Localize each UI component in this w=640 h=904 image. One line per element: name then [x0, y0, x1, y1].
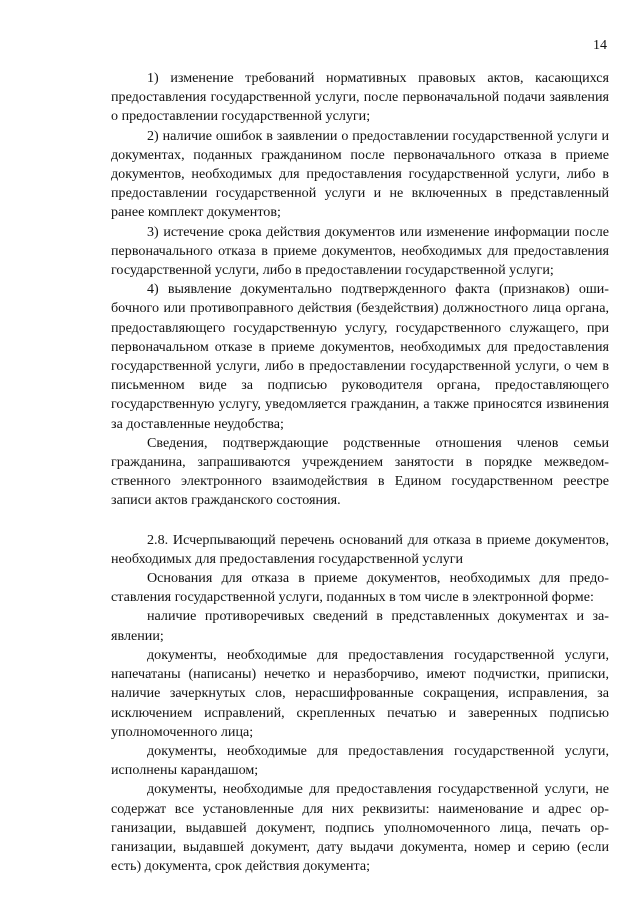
- paragraph-refusal-contradictions: наличие противоречивых сведений в представленных документах и заявлении;: [111, 608, 609, 644]
- paragraph-refusal-grounds-intro: Основания для отказа в приеме документов, необходимых для предоставления государственной услуги, поданных в том числе в электронной форме:: [111, 570, 609, 606]
- paragraph-refusal-pencil: документы, необходимые для предоставления государственной услуги, исполнены карандашом;: [111, 742, 609, 779]
- document-body: [111, 69, 609, 876]
- paragraph-condition-2: 2) наличие ошибок в заявлении о предоставлении государственной услуги и документах, поданных гражданином после первоначального отказа в приеме документов, необходимых для предоставления государственной услуги, либо в предоставлении государственной услуги и не включенных в представленный ранее комплект документов;: [111, 127, 609, 221]
- page-number: 14: [593, 38, 607, 53]
- paragraph-refusal-illegible: документы, необходимые для предоставления государственной услуги, напечатаны (написаны) нечетко и неразборчиво, имеют подчистки, приписки, наличие зачеркнутых слов, нерасшифрованные сокращения, исправления, за исключением исправлений, скрепленных печатью и заверенных подписью уполномоченного лица;: [111, 646, 609, 740]
- paragraph-family-info: Сведения, подтверждающие родственные отношения членов семьи гражданина, запрашиваются учреждением занятости в порядке межведомственного электронного взаимодействия в Едином государственном реестре записи актов гражданского состояния.: [111, 434, 609, 509]
- paragraph-condition-4: 4) выявление документально подтвержденного факта (признаков) ошибочного или противоправного действия (бездействия) должностного лица органа, предоставляющего государственную услугу, государственного служащего, при первоначальном отказе в приеме документов, необходимых для предоставления государственной услуги, либо в предоставлении государственной услуги, о чем в письменном виде за подписью руководителя органа, предоставляющего государственную услугу, уведомляется гражданин, а также приносятся извинения за доставленные неудобства;: [111, 281, 609, 432]
- paragraph-condition-1: 1) изменение требований нормативных правовых актов, касающихся предоставления государственной услуги, после первоначальной подачи заявления о предоставлении государственной услуги;: [111, 70, 609, 125]
- paragraph-condition-3: 3) истечение срока действия документов или изменение информации после первоначального отказа в приеме документов, необходимых для предоставления государственной услуги, либо в предоставлении государственной услуги;: [111, 223, 609, 279]
- section-heading-2-8: 2.8. Исчерпывающий перечень оснований для отказа в приеме документов, необходимых для предоставления государственной услуги: [111, 531, 609, 567]
- paragraph-refusal-requisites: документы, необходимые для предоставления государственной услуги, не содержат все установленные для них реквизиты: наименование и адрес организации, выдавшей документ, подпись уполномоченного лица, печать организации, выдавшей документ, дату выдачи документа, номер и серию (если есть) документа, срок действия документа;: [111, 781, 609, 875]
